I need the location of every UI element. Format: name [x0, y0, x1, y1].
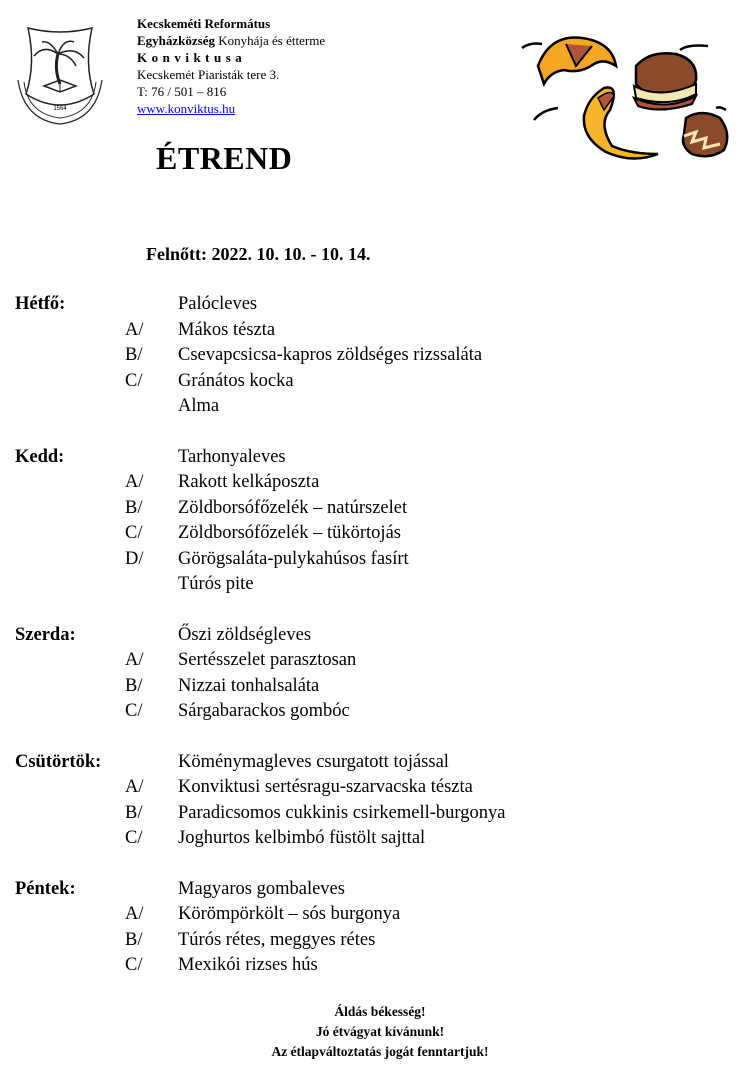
option-letter	[125, 877, 178, 903]
org-line-2-regular: Konyhája és étterme	[215, 33, 326, 48]
option-letter: B/	[125, 345, 143, 365]
dish: Gránátos kocka	[178, 370, 294, 391]
menu-row	[15, 496, 715, 522]
menu-row	[15, 928, 715, 954]
dish: Csevapcsicsa-kapros zöldséges rizssaláta	[178, 345, 483, 365]
dish: Görögsaláta-pulykahúsos fasírt	[178, 548, 409, 569]
website-link[interactable]: www.konviktus.hu	[137, 101, 236, 116]
dish: Joghurtos kelbimbó füstölt sajttal	[178, 828, 426, 848]
pastries-illustration	[520, 14, 732, 160]
dish: Köménymagleves csurgatott tojással	[178, 751, 449, 772]
menu-row	[15, 750, 715, 776]
option-letter: B/	[125, 802, 143, 823]
option-letter: B/	[125, 675, 143, 696]
menu-row	[15, 292, 715, 318]
day-wednesday	[15, 623, 715, 725]
day-name: Kedd:	[15, 446, 65, 467]
menu-row	[15, 826, 715, 852]
day-tuesday	[15, 445, 715, 598]
menu-row	[15, 775, 715, 801]
page-title: ÉTREND	[156, 140, 293, 176]
menu-row	[15, 394, 715, 420]
address: Kecskemét Piaristák tere 3.	[137, 67, 280, 82]
svg-text:1564: 1564	[53, 106, 67, 112]
org-line-2-bold: Egyházközség	[137, 33, 215, 48]
option-letter: B/	[125, 497, 143, 518]
day-name: Péntek:	[15, 878, 76, 899]
option-letter	[125, 445, 178, 471]
dish: Túrós rétes, meggyes rétes	[178, 929, 376, 950]
menu-row	[15, 877, 715, 903]
dish: Nizzai tonhalsaláta	[178, 675, 320, 696]
option-letter: B/	[125, 929, 143, 950]
dish: Konviktusi sertésragu-szarvacska tészta	[178, 777, 473, 797]
option-letter: C/	[125, 828, 143, 848]
dish: Alma	[178, 396, 220, 416]
option-letter: A/	[125, 904, 144, 924]
dish: Zöldborsófőzelék – tükörtojás	[178, 523, 401, 543]
option-letter: A/	[125, 319, 144, 340]
dish: Paradicsomos cukkinis csirkemell-burgonya	[178, 802, 506, 823]
menu-date-range: Felnőtt: 2022. 10. 10. - 10. 14.	[146, 244, 371, 264]
menu-row	[15, 547, 715, 573]
option-letter: C/	[125, 955, 143, 975]
organization-info	[137, 15, 325, 117]
menu-row	[15, 572, 715, 598]
dish: Körömpörkölt – sós burgonya	[178, 904, 401, 924]
dish: Rakott kelkáposzta	[178, 472, 320, 492]
dish: Mákos tészta	[178, 319, 276, 340]
menu-row	[15, 623, 715, 649]
day-monday	[15, 292, 715, 420]
org-line-2	[137, 32, 325, 49]
option-letter	[125, 572, 178, 598]
day-name: Csütörtök:	[15, 751, 102, 772]
day-thursday	[15, 750, 715, 852]
option-letter: C/	[125, 701, 143, 721]
org-line-1: Kecskeméti Református	[137, 16, 271, 31]
footer-appetite: Jó étvágyat kívánunk!	[315, 1024, 445, 1039]
menu-row	[15, 674, 715, 700]
option-letter	[125, 394, 178, 420]
menu-row	[15, 801, 715, 827]
dish: Zöldborsófőzelék – natúrszelet	[178, 497, 408, 518]
option-letter: C/	[125, 370, 143, 391]
menu-row	[15, 699, 715, 725]
church-crest-icon	[14, 24, 106, 128]
dish: Magyaros gombaleves	[178, 878, 345, 899]
day-name: Szerda:	[15, 624, 76, 645]
menu-row	[15, 521, 715, 547]
footer-notes	[200, 1002, 560, 1062]
dish: Őszi zöldségleves	[178, 624, 312, 645]
dish: Sertésszelet parasztosan	[178, 650, 357, 670]
phone: T: 76 / 501 – 816	[137, 84, 227, 99]
dish: Mexikói rizses hús	[178, 955, 318, 975]
option-letter	[125, 292, 178, 318]
menu-row	[15, 318, 715, 344]
option-letter	[125, 750, 178, 776]
dish: Palócleves	[178, 294, 258, 314]
day-friday	[15, 877, 715, 979]
menu-row	[15, 953, 715, 979]
dish: Sárgabarackos gombóc	[178, 701, 350, 721]
dish: Túrós pite	[178, 574, 254, 594]
menu-row	[15, 470, 715, 496]
footer-disclaimer: Az étlapváltoztatás jogát fenntartjuk!	[271, 1044, 489, 1059]
option-letter	[125, 623, 178, 649]
menu-row	[15, 648, 715, 674]
option-letter: A/	[125, 650, 144, 670]
org-line-3: Konviktusa	[137, 50, 247, 65]
weekly-menu	[15, 292, 715, 1004]
menu-row	[15, 369, 715, 395]
option-letter: A/	[125, 777, 144, 797]
option-letter: D/	[125, 548, 144, 569]
dish: Tarhonyaleves	[178, 446, 286, 467]
day-name: Hétfő:	[15, 294, 66, 314]
footer-blessing: Áldás békesség!	[334, 1004, 426, 1019]
menu-row	[15, 902, 715, 928]
option-letter: C/	[125, 523, 143, 543]
menu-row	[15, 343, 715, 369]
menu-row	[15, 445, 715, 471]
option-letter: A/	[125, 472, 144, 492]
